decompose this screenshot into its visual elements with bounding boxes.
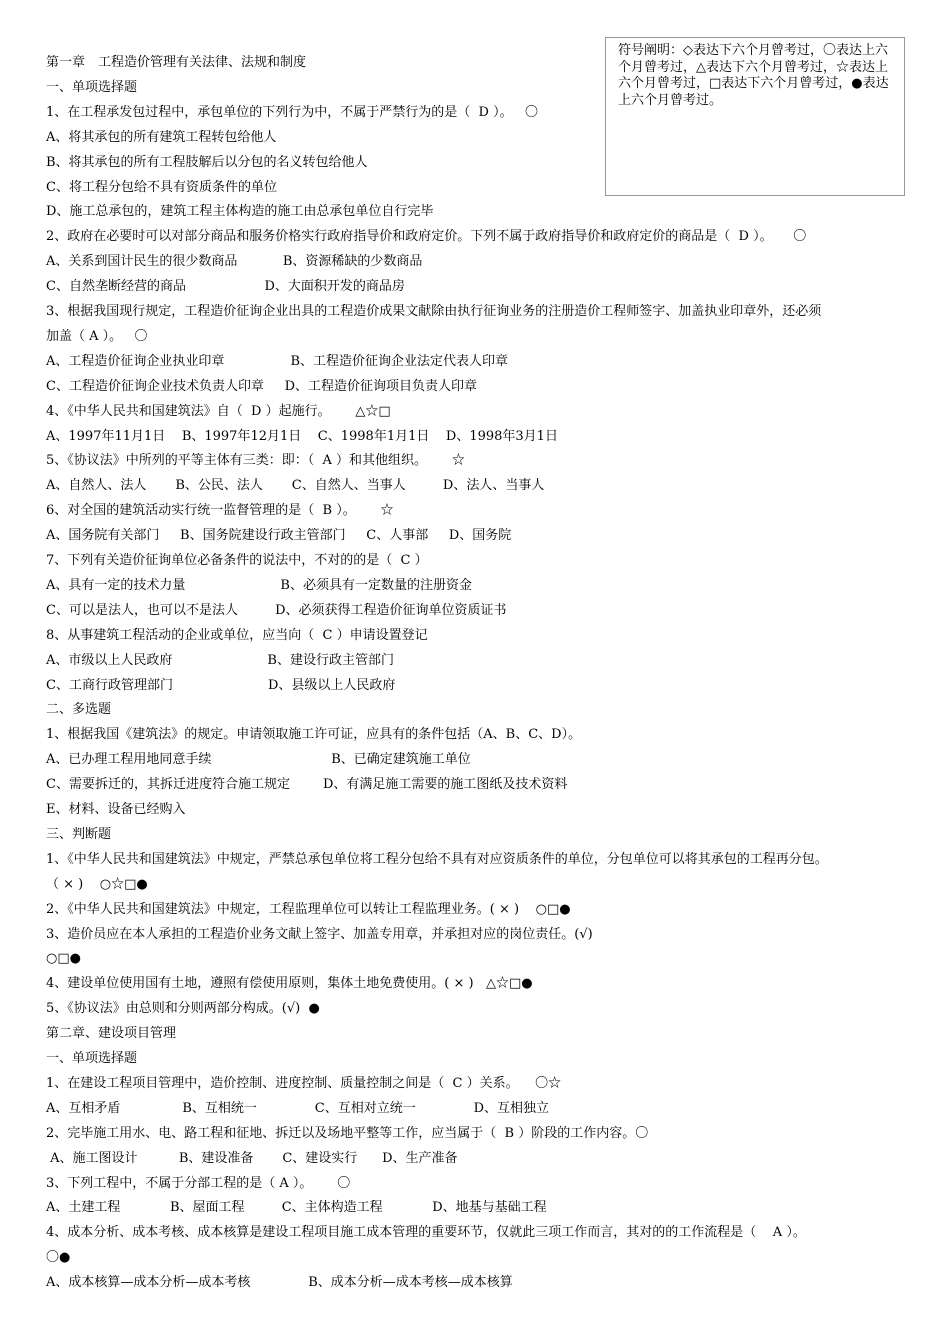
text-line: 1、在工程承发包过程中，承包单位的下列行为中，不属于严禁行为的是（ D ）。 〇 <box>46 104 538 120</box>
text-line: A、市级以上人民政府 B、建设行政主管部门 <box>46 652 394 668</box>
text-line: C、将工程分包给不具有资质条件的单位 <box>46 179 277 195</box>
text-line: A、工程造价征询企业执业印章 B、工程造价征询企业法定代表人印章 <box>46 353 509 369</box>
text-line: 7、下列有关造价征询单位必备条件的说法中，不对的的是（ C ） <box>46 553 428 568</box>
text-line: A、关系到国计民生的很少数商品 B、资源稀缺的少数商品 <box>46 254 423 270</box>
text-line: C、可以是法人，也可以不是法人 D、必须获得工程造价征询单位资质证书 <box>46 602 507 618</box>
text-line: （ × ) ○☆□● <box>46 876 148 892</box>
text-line: 2、政府在必要时可以对部分商品和服务价格实行政府指导价和政府定价。下列不属于政府指导价和政府定价的商品是（ D ）。 〇 <box>46 229 807 245</box>
text-line: 3、造价员应在本人承担的工程造价业务文献上签字、加盖专用章，并承担对应的岗位责任。(√) <box>46 926 593 942</box>
text-line: 2、完毕施工用水、电、路工程和征地、拆迁以及场地平整等工作，应当属于（ B ）阶段的工作内容。〇 <box>46 1125 649 1141</box>
text-line: ○□● <box>46 951 81 967</box>
text-line: D、施工总承包的，建筑工程主体构造的施工由总承包单位自行完毕 <box>46 204 434 220</box>
text-line: 4、成本分析、成本考核、成本核算是建设工程项目施工成本管理的重要环节，仅就此三项工作而言，其对的的工作流程是（ A ）。 <box>46 1225 806 1241</box>
text-line: 一、单项选择题 <box>46 1051 138 1066</box>
text-line: 5、《协议法》由总则和分则两部分构成。(√) ● <box>46 1001 320 1017</box>
text-line: 3、下列工程中，不属于分部工程的是（ A ）。 〇 <box>46 1175 351 1191</box>
text-line: 4、《中华人民共和国建筑法》自（ D ）起施行。 △☆□ <box>46 403 391 419</box>
text-line: A、自然人、法人 B、公民、法人 C、自然人、当事人 D、法人、当事人 <box>46 478 545 494</box>
text-line: A、互相矛盾 B、互相统一 C、互相对立统一 D、互相独立 <box>46 1100 550 1116</box>
text-line: A、将其承包的所有建筑工程转包给他人 <box>46 129 277 145</box>
text-line: C、自然垄断经营的商品 D、大面积开发的商品房 <box>46 279 405 295</box>
text-line: 〇● <box>46 1250 71 1266</box>
text-line: C、需要拆迁的，其拆迁进度符合施工规定 D、有满足施工需要的施工图纸及技术资料 <box>46 777 568 793</box>
text-line: A、土建工程 B、屋面工程 C、主体构造工程 D、地基与基础工程 <box>46 1200 547 1216</box>
text-line: C、工程造价征询企业技术负责人印章 D、工程造价征询项目负责人印章 <box>46 378 478 394</box>
text-line: 6、对全国的建筑活动实行统一监督管理的是（ B ）。 ☆ <box>46 503 394 519</box>
symbol-legend-text: 符号阐明：◇表达下六个月曾考过，〇表达上六个月曾考过，△表达下六个月曾考过，☆表达上六个月曾考过，□表达下六个月曾考过，●表达上六个月曾考过。 <box>618 43 889 108</box>
text-line: 1、根据我国《建筑法》的规定。申请领取施工许可证，应具有的条件包括（A、B、C、D）。 <box>46 727 582 743</box>
text-line: 1、《中华人民共和国建筑法》中规定，严禁总承包单位将工程分包给不具有对应资质条件的单位，分包单位可以将其承包的工程再分包。 <box>46 851 828 867</box>
text-line: A、施工图设计 B、建设准备 C、建设实行 D、生产准备 <box>46 1150 458 1166</box>
text-line: A、已办理工程用地同意手续 B、已确定建筑施工单位 <box>46 752 471 768</box>
text-line: 3、根据我国现行规定，工程造价征询企业出具的工程造价成果文献除由执行征询业务的注册造价工程师签字、加盖执业印章外，还必须 <box>46 304 822 319</box>
text-line: 4、建设单位使用国有土地，遵照有偿使用原则，集体土地免费使用。( × ) △☆□● <box>46 976 533 992</box>
text-line: B、将其承包的所有工程肢解后以分包的名义转包给他人 <box>46 154 368 170</box>
text-line: A、成本核算—成本分析—成本考核 B、成本分析—成本考核—成本核算 <box>46 1275 513 1291</box>
symbol-legend-box <box>605 37 905 196</box>
text-line: 5、《协议法》中所列的平等主体有三类：即：（ A ）和其他组织。 ☆ <box>46 453 465 469</box>
text-line: 8、从事建筑工程活动的企业或单位，应当向（ C ）申请设置登记 <box>46 627 428 643</box>
text-line: 一、单项选择题 <box>46 79 138 95</box>
text-line: 第一章 工程造价管理有关法律、法规和制度 <box>46 55 307 70</box>
text-line: 2、《中华人民共和国建筑法》中规定，工程监理单位可以转让工程监理业务。( × ) ○□● <box>46 901 571 917</box>
text-line: 二、多选题 <box>46 702 112 718</box>
text-line: C、工商行政管理部门 D、县级以上人民政府 <box>46 677 396 693</box>
text-line: 加盖（ A ）。 〇 <box>46 328 148 344</box>
text-line: 三、判断题 <box>46 826 112 842</box>
text-line: 第二章、建设项目管理 <box>46 1026 177 1042</box>
text-line: A、具有一定的技术力量 B、必须具有一定数量的注册资金 <box>46 577 472 593</box>
text-line: A、国务院有关部门 B、国务院建设行政主管部门 C、人事部 D、国务院 <box>46 528 512 544</box>
text-line: E、材料、设备已经购入 <box>46 802 186 817</box>
text-line: A、1997年11月1日 B、1997年12月1日 C、1998年1月1日 D、1998年3月1日 <box>46 428 558 444</box>
text-line: 1、在建设工程项目管理中，造价控制、进度控制、质量控制之间是（ C ）关系。 〇☆ <box>46 1075 562 1091</box>
